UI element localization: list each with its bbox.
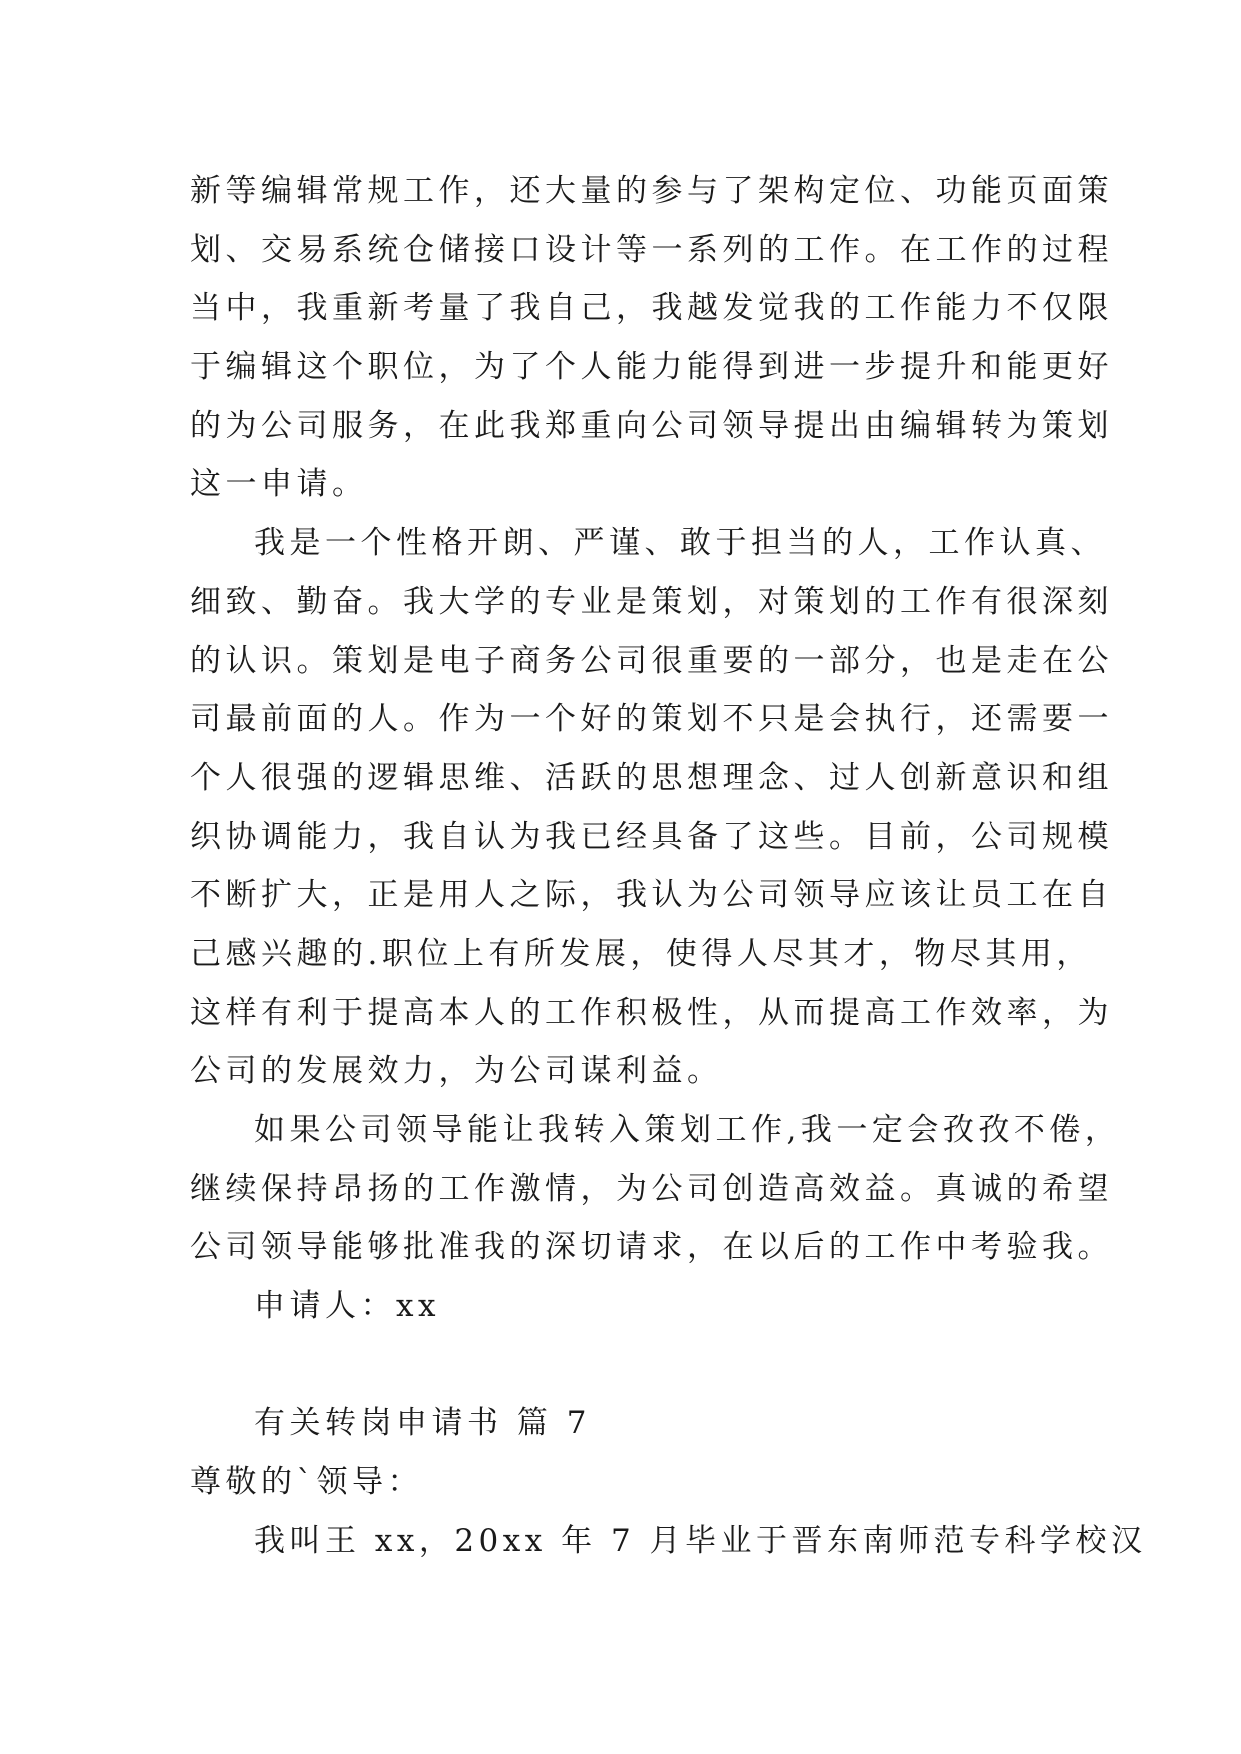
text-line: 当中，我重新考量了我自己，我越发觉我的工作能力不仅限: [190, 290, 1113, 327]
text-line: 公司领导能够批准我的深切请求，在以后的工作中考验我。: [190, 1229, 1113, 1266]
text-line: 己感兴趣的.职位上有所发展，使得人尽其才，物尽其用，: [190, 935, 1092, 972]
text-line: 的为公司服务，在此我郑重向公司领导提出由编辑转为策划: [190, 407, 1113, 444]
section-title: 有关转岗申请书 篇 7: [254, 1405, 591, 1442]
text-line: 织协调能力，我自认为我已经具备了这些。目前，公司规模: [190, 818, 1113, 855]
text-line: 这样有利于提高本人的工作积极性，从而提高工作效率，为: [190, 994, 1113, 1031]
text-line: 新等编辑常规工作，还大量的参与了架构定位、功能页面策: [190, 173, 1113, 209]
text-line: 不断扩大，正是用人之际，我认为公司领导应该让员工在自: [190, 877, 1113, 914]
text-line: 个人很强的逻辑思维、活跃的思想理念、过人创新意识和组: [190, 759, 1113, 796]
text-line: 继续保持昂扬的工作激情，为公司创造高效益。真诚的希望: [190, 1170, 1113, 1207]
applicant-signature: 申请人：xx: [254, 1288, 440, 1325]
text-line: 于编辑这个职位，为了个人能力能得到进一步提升和能更好: [190, 349, 1113, 386]
text-line: 的认识。策划是电子商务公司很重要的一部分，也是走在公: [190, 642, 1113, 679]
text-line: 公司的发展效力，为公司谋利益。: [190, 1053, 723, 1090]
blank-line: [190, 1336, 1050, 1395]
text-line: 我是一个性格开朗、严谨、敢于担当的人，工作认真、: [254, 525, 1106, 562]
text-line: 我叫王 xx，20xx 年 7 月毕业于晋东南师范专科学校汉: [254, 1522, 1147, 1559]
text-line: 划、交易系统仓储接口设计等一系列的工作。在工作的过程: [190, 231, 1113, 268]
salutation: 尊敬的`领导：: [190, 1464, 423, 1501]
text-line: 细致、勤奋。我大学的专业是策划，对策划的工作有很深刻: [190, 583, 1113, 620]
text-line: 如果公司领导能让我转入策划工作,我一定会孜孜不倦，: [254, 1112, 1121, 1148]
document-body: [190, 162, 1147, 1571]
text-line: 司最前面的人。作为一个好的策划不只是会执行，还需要一: [190, 701, 1113, 738]
text-line: 这一申请。: [190, 466, 368, 503]
